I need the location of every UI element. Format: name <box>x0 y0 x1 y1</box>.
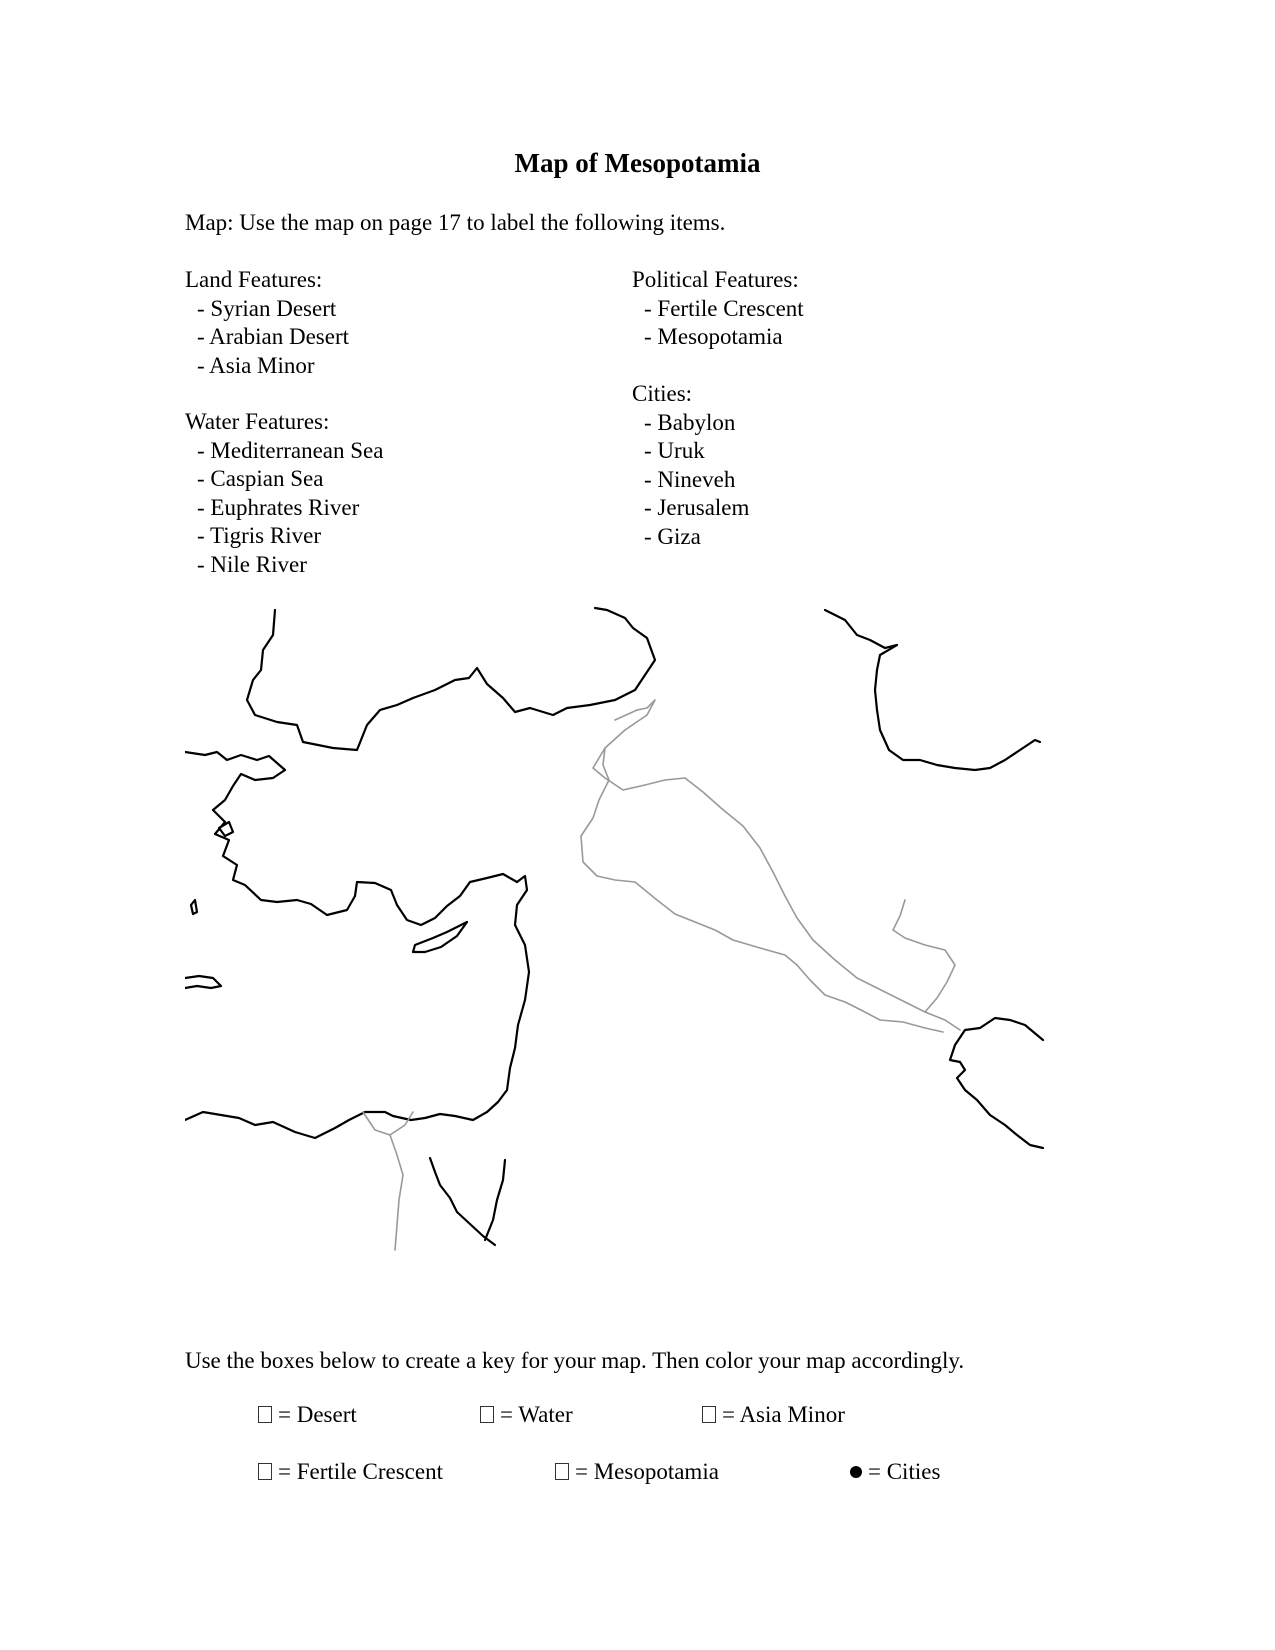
key-item-mesopotamia <box>555 1459 719 1485</box>
color-key-box[interactable] <box>702 1406 716 1423</box>
key-label: = Cities <box>868 1459 941 1484</box>
list-item: - Fertile Crescent <box>644 295 804 324</box>
key-item-fertile-crescent <box>258 1459 443 1485</box>
caspian-sea-coast <box>825 610 1040 770</box>
list-item: - Nineveh <box>644 466 749 495</box>
gulf-of-aqaba-coast <box>485 1160 505 1240</box>
cyprus-outline <box>413 922 467 952</box>
nile-river <box>390 1135 403 1250</box>
outline-map <box>185 600 1085 1300</box>
page-title: Map of Mesopotamia <box>514 148 761 178</box>
key-label: = Mesopotamia <box>575 1459 719 1484</box>
crete-outline <box>185 976 221 988</box>
key-item-desert <box>258 1402 357 1428</box>
zagros-river <box>893 900 955 1012</box>
key-item-cities <box>850 1459 940 1485</box>
cities-list <box>632 409 749 552</box>
color-key-box[interactable] <box>258 1406 272 1423</box>
cities-heading: Cities: <box>632 381 693 406</box>
list-item: - Tigris River <box>197 522 383 551</box>
key-label: = Fertile Crescent <box>278 1459 443 1484</box>
cities-section <box>632 380 749 551</box>
tigris-river <box>581 748 943 1032</box>
political-features-heading: Political Features: <box>632 267 799 292</box>
list-item: - Syrian Desert <box>197 295 349 324</box>
city-dot-icon <box>850 1466 862 1478</box>
key-label: = Water <box>500 1402 573 1427</box>
color-key-box[interactable] <box>555 1463 569 1480</box>
political-features-list <box>632 295 804 352</box>
levant-coast <box>185 876 529 1138</box>
key-item-asia-minor <box>702 1402 845 1428</box>
land-features-list <box>185 295 349 381</box>
list-item: - Nile River <box>197 551 383 580</box>
list-item: - Mesopotamia <box>644 323 804 352</box>
map-instructions: Map: Use the map on page 17 to label the following items. <box>185 210 726 235</box>
list-item: - Euphrates River <box>197 494 383 523</box>
color-key-box[interactable] <box>258 1463 272 1480</box>
land-features-heading: Land Features: <box>185 267 323 292</box>
political-features-section <box>632 266 804 352</box>
list-item: - Giza <box>644 523 749 552</box>
list-item: - Caspian Sea <box>197 465 383 494</box>
list-item: - Arabian Desert <box>197 323 349 352</box>
color-key-box[interactable] <box>480 1406 494 1423</box>
nile-delta-branch <box>363 1112 413 1135</box>
list-item: - Mediterranean Sea <box>197 437 383 466</box>
land-features-section <box>185 266 349 380</box>
water-features-heading: Water Features: <box>185 409 330 434</box>
water-features-list <box>185 437 383 580</box>
island-outline <box>219 822 233 836</box>
euphrates-river <box>593 700 960 1030</box>
key-item-water <box>480 1402 573 1428</box>
black-sea-coast <box>247 608 655 750</box>
persian-gulf-coast <box>950 1018 1043 1148</box>
key-label: = Asia Minor <box>722 1402 845 1427</box>
list-item: - Uruk <box>644 437 749 466</box>
anatolia-aegean-coast <box>185 752 517 925</box>
water-features-section <box>185 408 383 579</box>
island-outline <box>191 900 197 914</box>
list-item: - Jerusalem <box>644 494 749 523</box>
red-sea-west-coast <box>430 1158 495 1245</box>
list-item: - Asia Minor <box>197 352 349 381</box>
key-label: = Desert <box>278 1402 357 1427</box>
list-item: - Babylon <box>644 409 749 438</box>
key-instructions: Use the boxes below to create a key for your map. Then color your map accordingly. <box>185 1348 965 1373</box>
